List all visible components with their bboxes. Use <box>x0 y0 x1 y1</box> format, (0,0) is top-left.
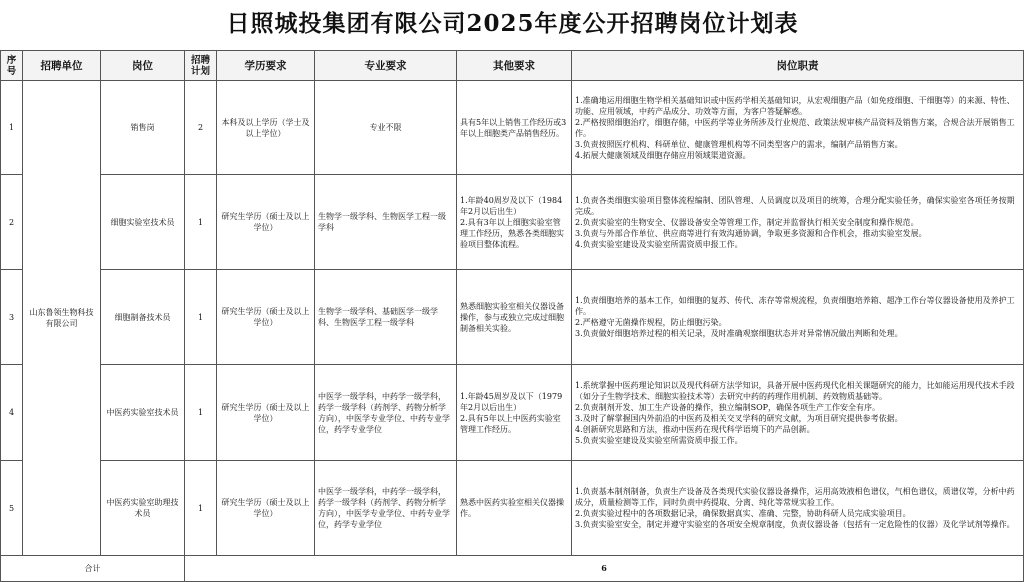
duty-item: 3.负责实验室安全，制定并遵守实验室的各项安全规章制度，负责仪器设备（包括有一定危险性的仪器）及化学试剂等操作。 <box>575 520 1015 529</box>
row-seq: 1 <box>1 81 23 175</box>
duty-item: 2.负责实验室的生物安全、仪器设备安全等管理工作，制定并监督执行相关安全制度和操作规范。 <box>575 217 919 227</box>
row-duties <box>572 175 1024 270</box>
recruitment-table <box>0 50 1024 582</box>
other-requirement: 具有5年以上销售工作经历或3年以上细胞类产品销售经历。 <box>460 117 567 138</box>
row-seq: 3 <box>1 270 23 365</box>
row-plan: 1 <box>185 270 217 365</box>
row-plan: 2 <box>185 81 217 175</box>
duty-item: 2.负责实验过程中的各项数据记录，确保数据真实、准确、完整，协助科研人员完成实验项目。 <box>575 509 911 518</box>
duty-item: 1.负责各类细胞实验项目整体流程编制、团队管理、人员调度以及项目的统筹，合理分配实验任务，确保实验室各项任务按期完成。 <box>575 195 1015 216</box>
table-row <box>1 365 1024 461</box>
duty-item: 4.创新研究思路和方法，推动中医药在现代科学语境下的产品创新。 <box>575 424 815 434</box>
header-major: 专业要求 <box>315 51 457 81</box>
unit-name: 山东鲁领生物科技有限公司 <box>23 81 101 556</box>
row-other <box>457 461 572 556</box>
total-value: 6 <box>185 556 1024 582</box>
table-row <box>1 461 1024 556</box>
header-plan: 招聘计划 <box>185 51 217 81</box>
duty-item: 4.负责实验室建设及实验室所需资质申报工作。 <box>575 239 743 249</box>
row-duties <box>572 461 1024 556</box>
table-row <box>1 81 1024 175</box>
duty-item: 2.严格按照细胞治疗，细胞存储，中医药学等业务所涉及行业规范、政策法规审核产品资料及销售方案，合规合法开展销售工作。 <box>575 117 1015 138</box>
row-seq: 5 <box>1 461 23 556</box>
row-plan: 1 <box>185 175 217 270</box>
row-education: 研究生学历（硕士及以上学位） <box>217 175 315 270</box>
row-major: 生物学一级学科、基础医学一级学科、生物医学工程一级学科 <box>315 270 457 365</box>
row-position: 中医药实验室技术员 <box>101 365 185 461</box>
duty-item: 1.负责基本制剂制备，负责生产设备及各类现代实验仪器设备操作，运用高效液相色谱仪，气相色谱仪，质谱仪等，分析中药成分，质量检测等工作，同时负责中药提取、分离、纯化等常规实验工作。 <box>575 487 1015 507</box>
row-plan: 1 <box>185 461 217 556</box>
row-education: 研究生学历（硕士及以上学位） <box>217 461 315 556</box>
row-position: 销售岗 <box>101 81 185 175</box>
row-major: 生物学一级学科、生物医学工程一级学科 <box>315 175 457 270</box>
other-requirement: 熟悉细胞实验室相关仪器设备操作，参与或独立完成过细胞制备相关实验。 <box>460 301 564 333</box>
row-seq: 4 <box>1 365 23 461</box>
header-duties: 岗位职责 <box>572 51 1024 81</box>
row-major: 专业不限 <box>315 81 457 175</box>
header-other: 其他要求 <box>457 51 572 81</box>
row-other <box>457 175 572 270</box>
duty-item: 3.负责做好细胞培养过程的相关记录，及时准确观察细胞状态并对异常情况做出判断和处理。 <box>575 329 903 338</box>
table-row <box>1 270 1024 365</box>
row-education: 研究生学历（硕士及以上学位） <box>217 270 315 365</box>
header-unit: 招聘单位 <box>23 51 101 81</box>
duty-item: 4.拓展大健康领域及细胞存储应用领域渠道资源。 <box>575 150 751 160</box>
header-position: 岗位 <box>101 51 185 81</box>
total-row <box>1 556 1024 582</box>
page-title: 日照城投集团有限公司2025年度公开招聘岗位计划表 <box>226 10 799 37</box>
duty-item: 5.负责实验室建设及实验室所需资质申报工作。 <box>575 435 743 445</box>
header-seq: 序号 <box>1 51 23 81</box>
duty-item: 3.负责按照医疗机构、科研单位、健康管理机构等不同类型客户的需求，编制产品销售方案。 <box>575 139 903 149</box>
total-label: 合计 <box>1 556 185 582</box>
row-duties <box>572 81 1024 175</box>
row-seq: 2 <box>1 175 23 270</box>
row-education: 研究生学历（硕士及以上学位） <box>217 365 315 461</box>
other-requirement: 熟悉中医药实验室相关仪器操作。 <box>460 498 564 518</box>
other-requirement: 2.具有3年以上细胞实验室管理工作经历，熟悉各类细胞实验项目整体流程。 <box>460 217 564 249</box>
row-plan: 1 <box>185 365 217 461</box>
header-education: 学历要求 <box>217 51 315 81</box>
duty-item: 2.负责制剂开发、加工生产设备的操作，独立编制SOP，确保各项生产工作安全有序。 <box>575 402 881 412</box>
row-other <box>457 81 572 175</box>
row-education: 本科及以上学历（学士及以上学位） <box>217 81 315 175</box>
duty-item: 3.负责与外部合作单位、供应商等进行有效沟通协调，争取更多资源和合作机会，推动实验室发展。 <box>575 228 927 238</box>
other-requirement: 2.具有5年以上中医药实验室管理工作经历。 <box>460 413 561 434</box>
row-duties <box>572 365 1024 461</box>
header-row <box>1 51 1024 81</box>
row-position: 细胞实验室技术员 <box>101 175 185 270</box>
row-other <box>457 365 572 461</box>
duty-item: 1.负责细胞培养的基本工作，如细胞的复苏、传代、冻存等常规流程，负责细胞培养箱、超净工作台等仪器设备使用及养护工作。 <box>575 296 1015 316</box>
duty-item: 1.系统掌握中医药理论知识以及现代科研方法学知识，具备开展中医药现代化相关课题研究的能力，比如能运用现代技术手段（如分子生物学技术、细胞实验技术等）去研究中药的药理作用机制、药效物质基础等。 <box>575 380 1015 401</box>
duty-item: 3.及时了解掌握国内外前沿的中医药及相关交叉学科的研究文献，为项目研究提供参考依据。 <box>575 413 903 423</box>
row-other <box>457 270 572 365</box>
other-requirement: 1.年龄40周岁及以下（1984年2月以后出生） <box>460 195 563 216</box>
row-major: 中医学一级学科，中药学一级学科，药学一级学科（药剂学、药物分析学方向），中医学专业学位、中药专业学位，药学专业学位 <box>315 461 457 556</box>
other-requirement: 1.年龄45周岁及以下（1979年2月以后出生） <box>460 391 563 412</box>
row-major: 中医学一级学科，中药学一级学科，药学一级学科（药剂学、药物分析学方向），中医学专业学位、中药专业学位，药学专业学位 <box>315 365 457 461</box>
duty-item: 1.准确地运用细胞生物学相关基础知识或中医药学相关基础知识，从宏观细胞产品（如免疫细胞、干细胞等）的来源、特性、功能、应用领域，中药产品成分、功效等方面，为客户答疑解惑。 <box>575 95 1015 116</box>
duty-item: 2.严格遵守无菌操作规程，防止细胞污染。 <box>575 318 727 327</box>
row-position: 细胞制备技术员 <box>101 270 185 365</box>
row-position: 中医药实验室助理技术员 <box>101 461 185 556</box>
table-row <box>1 175 1024 270</box>
row-duties <box>572 270 1024 365</box>
